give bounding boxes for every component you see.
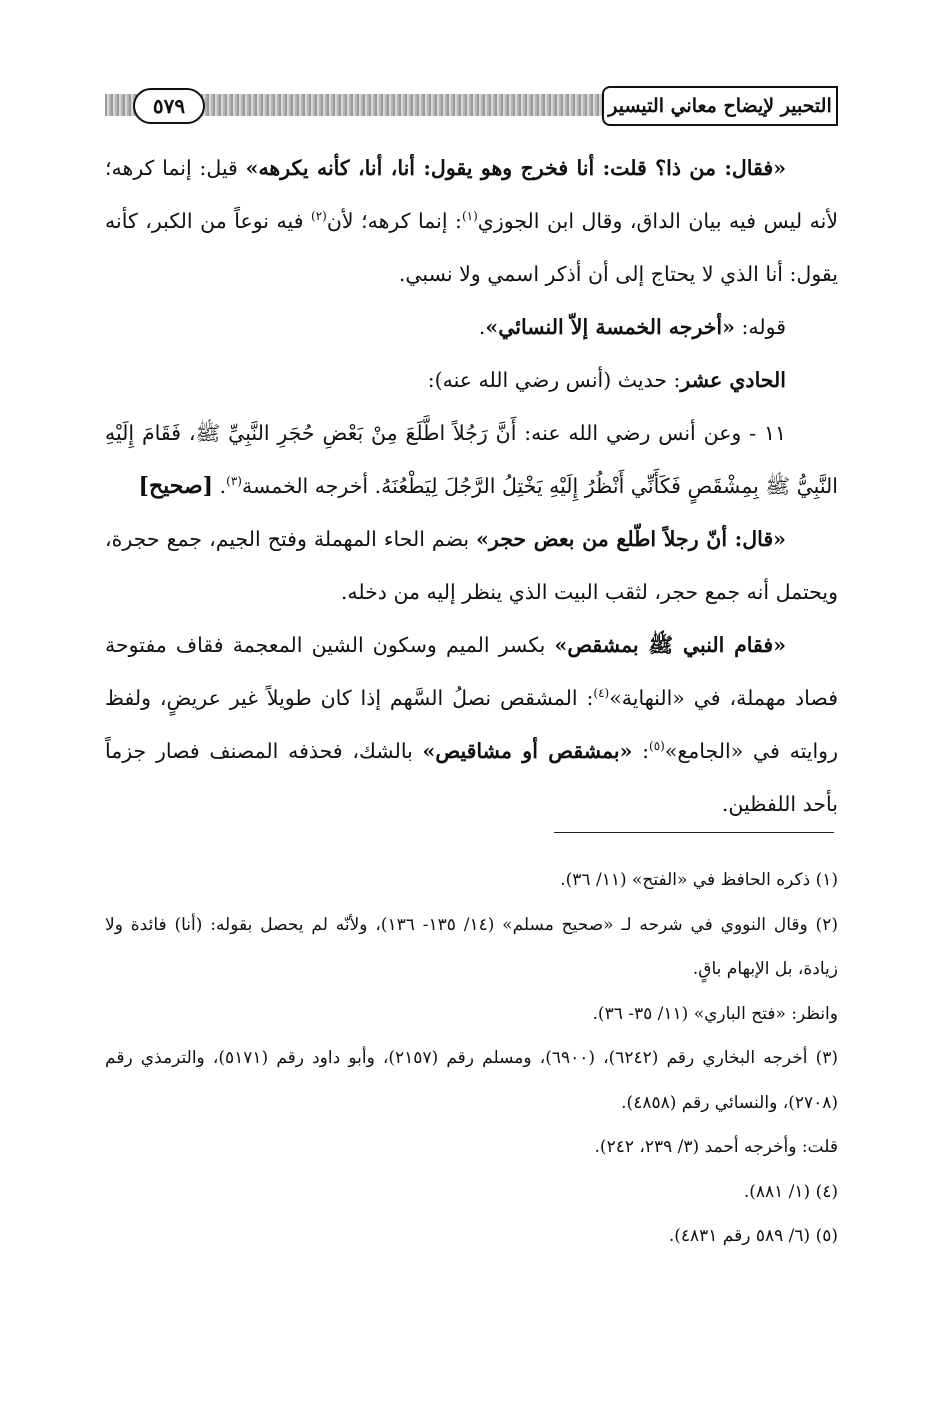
footnote-ref-2[interactable]: (٢) [311, 209, 327, 224]
footnote-4: (٤) (١/ ٨٨١). [743, 1181, 838, 1202]
footnote-3-continued: قلت: وأخرجه أحمد (٣/ ٢٣٩، ٢٤٢). [594, 1137, 838, 1157]
footnote-1: (١) ذكره الحافظ في «الفتح» (١١/ ٣٦). [560, 870, 838, 890]
paragraph-6 [105, 619, 838, 831]
footnote-ref-4[interactable]: (٤) [593, 686, 610, 701]
footnote-2-continued: وانظر: «فتح الباري» (١١/ ٣٥- ٣٦). [592, 1003, 838, 1024]
footnote-2: (٢) وقال النووي في شرحه لـ «صحيح مسلم» (١٤/ ١٣٥- ١٣٦)، ولأنّه لم يحصل بقوله: (أنا) فائدة ولا زيادة، بل الإبهام باقٍ. [105, 914, 838, 979]
footnote-5: (٥) (٦/ ٥٨٩ رقم ٤٨٣١). [668, 1226, 838, 1246]
footnote-ref-5[interactable]: (٥) [649, 739, 665, 754]
section-heading [105, 354, 838, 407]
footnote-3: (٣) أخرجه البخاري رقم (٦٢٤٢)، (٦٩٠٠)، ومسلم رقم (٢١٥٧)، وأبو داود رقم (٥١٧١)، والترمذي رقم (٢٧٠٨)، والنسائي رقم (٤٨٥٨). [105, 1048, 838, 1113]
footnote-ref-3[interactable]: (٣) [226, 474, 242, 489]
grade-label: [صحيح] [138, 473, 214, 499]
body-text: بالشك، فحذفه المصنف فصار جزماً بأحد اللفظين. [105, 739, 838, 816]
body-text: بكسر الميم وسكون الشين المعجمة فقاف مفتوحة فصاد مهملة، في «النهاية» [105, 633, 838, 710]
body-text: : حديث (أنس رضي الله عنه): [427, 368, 681, 392]
hadith-text: ١١ - وعن أنس رضي الله عنه: أَنَّ رَجُلاً اطَّلَعَ مِنْ بَعْضِ حُجَرِ النَّبِيِّ ﷺ، فَقَامَ إِلَيْهِ النَّبِيُّ ﷺ بِمِشْقَصٍ فَكَأَنِّي أَنْظُرُ إِلَيْهِ يَخْتِلُ الرَّجُلَ لِيَطْعُنَهُ. أخرجه الخمسة [105, 421, 838, 498]
page-number: ٥٧٩ [133, 88, 205, 124]
quoted-text: «فقال: من ذا؟ قلت: أنا فخرج وهو يقول: أنا، أنا، كأنه يكرهه» [245, 156, 787, 180]
body-text: فيه نوعاً من الكبر، كأنه يقول: أنا الذي لا يحتاج إلى أن أذكر اسمي ولا نسبي. [105, 209, 838, 286]
quoted-text: «بمشقص أو مشاقيص» [422, 739, 633, 763]
body-text: بضم الحاء المهملة وفتح الجيم، جمع حجرة، ويحتمل أنه جمع حجر، لثقب البيت الذي ينظر إليه من دخله. [105, 527, 838, 604]
paragraph-5 [105, 513, 838, 619]
paragraph-2 [105, 301, 838, 354]
body-text: : المشقص نصلُ السَّهم إذا كان طويلاً غير عريضٍ، ولفظ روايته في «الجامع» [105, 686, 838, 763]
footnote-ref-1[interactable]: (١) [461, 209, 478, 224]
footnote-separator [554, 832, 834, 833]
body-text: قيل: إنما كرهه؛ لأنه ليس فيه بيان الداق، وقال ابن الجوزي [105, 156, 839, 233]
quoted-text: «فقام النبي ﷺ بمشقص» [554, 633, 787, 657]
main-text [105, 142, 838, 831]
quoted-text: «أخرجه الخمسة إلاّ النسائي» [485, 315, 735, 339]
footnotes [105, 858, 838, 1259]
hadith-paragraph [105, 407, 838, 513]
heading-label: الحادي عشر [680, 368, 786, 392]
paragraph-1 [105, 142, 838, 301]
quoted-text: «قال: أنّ رجلاً اطّلع من بعض حجر» [476, 527, 786, 551]
body-text: . [478, 315, 486, 339]
body-text: . [213, 474, 227, 498]
running-header [105, 84, 838, 128]
body-text: قوله: [734, 315, 786, 339]
book-title: التحبير لإيضاح معاني التيسير [602, 86, 838, 126]
body-text: : إنما كرهه؛ لأن [326, 209, 462, 233]
body-text: : [632, 739, 650, 763]
